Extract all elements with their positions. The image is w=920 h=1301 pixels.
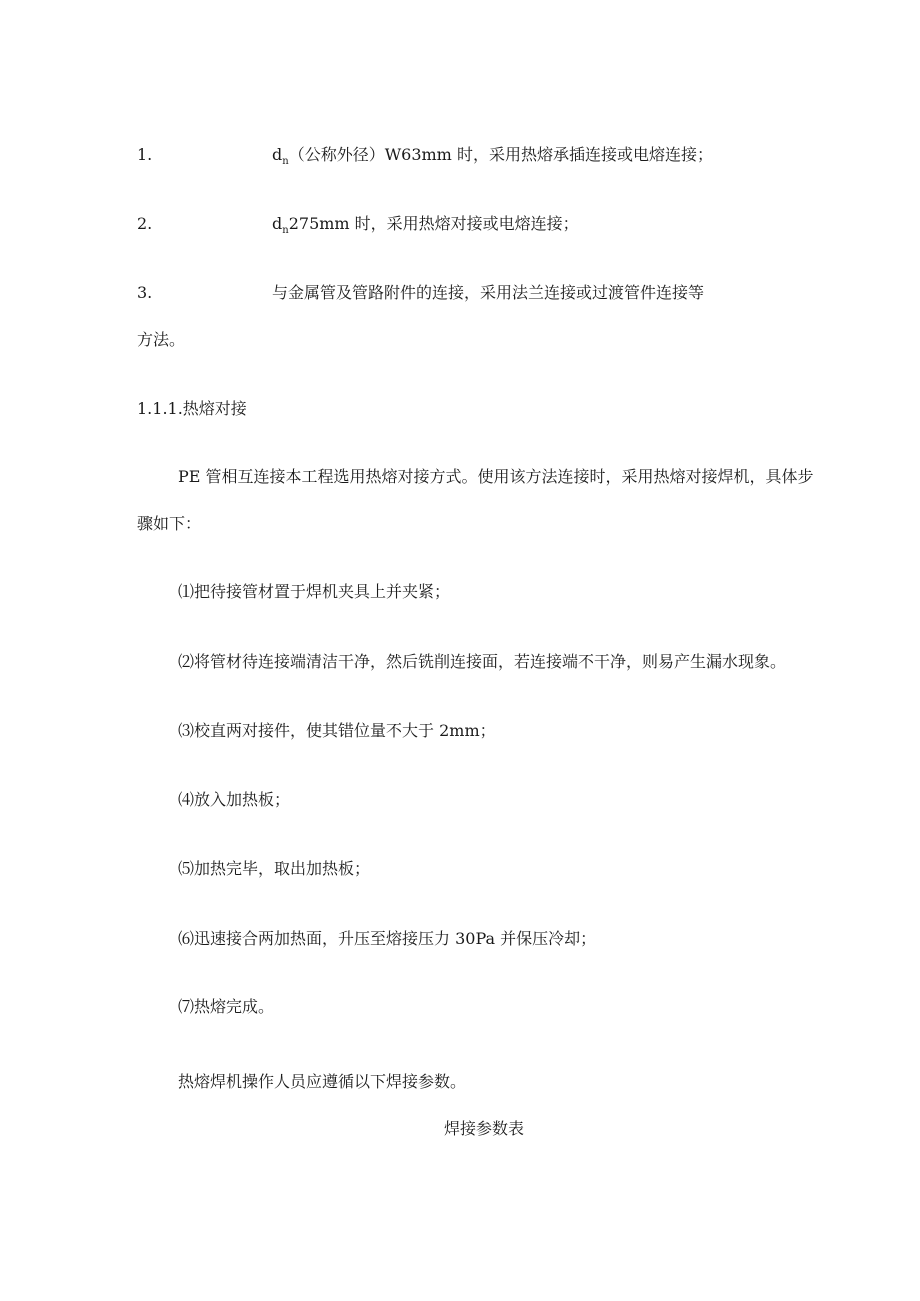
step-item: ⑹迅速接合两加热面，升压至熔接压力 30Pa 并保压冷却； xyxy=(178,929,597,948)
step-item: ⑸加热完毕，取出加热板； xyxy=(178,859,371,878)
step-item: ⑴把待接管材置于焊机夹具上并夹紧； xyxy=(178,582,451,601)
symbol: d xyxy=(272,214,283,233)
intro-paragraph-line-1: PE 管相互连接本工程选用热熔对接方式。使用该方法连接时，采用热熔对接焊机，具体步 xyxy=(178,467,814,486)
table-caption: 焊接参数表 xyxy=(444,1119,525,1138)
step-item: ⑵将管材待连接端清洁干净，然后铣削连接面，若连接端不干净，则易产生漏水现象。 xyxy=(178,652,787,671)
list-number: 3. xyxy=(137,283,153,302)
intro-paragraph-line-2: 骤如下： xyxy=(137,514,202,533)
subscript: n xyxy=(282,156,289,167)
list-item-text xyxy=(272,145,713,168)
list-item-body: （公称外径）W63mm 时，采用热熔承插连接或电熔连接； xyxy=(288,145,713,164)
list-number: 2. xyxy=(137,214,153,233)
list-item-body: 275mm 时，采用热熔对接或电熔连接； xyxy=(288,214,579,233)
list-item-text: 与金属管及管路附件的连接，采用法兰连接或过渡管件连接等 xyxy=(272,283,705,302)
step-item: ⑺热熔完成。 xyxy=(178,997,275,1016)
section-heading: 1.1.1.热熔对接 xyxy=(137,399,247,418)
closing-paragraph: 热熔焊机操作人员应遵循以下焊接参数。 xyxy=(178,1072,467,1091)
step-item: ⑷放入加热板； xyxy=(178,790,291,809)
list-item-continuation: 方法。 xyxy=(137,330,186,349)
symbol: d xyxy=(272,145,283,164)
subscript: n xyxy=(282,225,289,236)
step-item: ⑶校直两对接件，使其错位量不大于 2mm； xyxy=(178,721,496,740)
list-number: 1. xyxy=(137,145,153,164)
list-item-text xyxy=(272,214,579,237)
